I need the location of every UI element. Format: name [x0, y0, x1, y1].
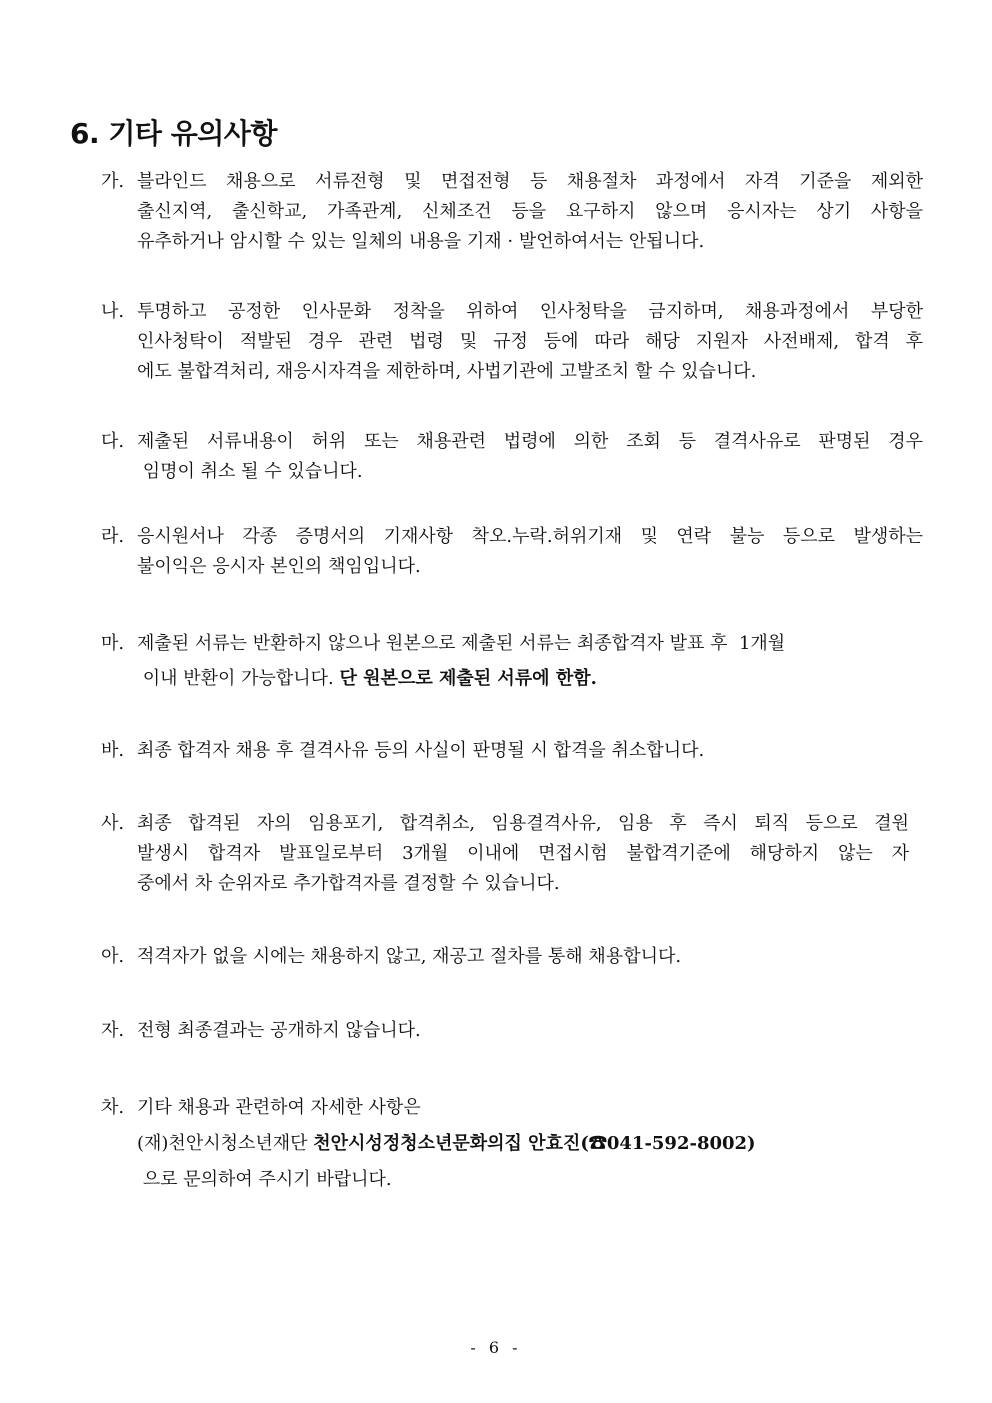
item-line: 인사청탁이 적발된 경우 관련 법령 및 규정 등에 따라 해당 지원자 사전배제, 합격 후	[137, 331, 923, 352]
item-line: 응시원서나 각종 증명서의 기재사항 착오.누락.허위기재 및 연락 불능 등으로 발생하는	[137, 526, 923, 547]
notice-item-ja	[101, 1016, 923, 1046]
page-title: 6. 기타 유의사항	[70, 117, 277, 150]
item-marker: 차.	[101, 1097, 125, 1118]
item-line: 제출된 서류내용이 허위 또는 채용관련 법령에 의한 조회 등 결격사유로 판명된 경우	[137, 431, 923, 452]
notice-item-a	[101, 942, 923, 972]
item-line: 으로 문의하여 주시기 바랍니다.	[137, 1169, 392, 1190]
item-line: 투명하고 공정한 인사문화 정착을 위하여 인사청탁을 금지하며, 채용과정에서 부당한	[137, 301, 923, 322]
item-line: 전형 최종결과는 공개하지 않습니다.	[137, 1020, 421, 1041]
notice-item-ba	[101, 736, 923, 766]
item-text	[137, 167, 923, 257]
item-line: 유추하거나 암시할 수 있는 일체의 내용을 기재 · 발언하여서는 안됩니다.	[137, 231, 705, 252]
item-line: 최종 합격된 자의 임용포기, 합격취소, 임용결격사유, 임용 후 즉시 퇴직 등으로 결원	[137, 813, 909, 834]
item-text	[137, 626, 923, 696]
item-line: 최종 합격자 채용 후 결격사유 등의 사실이 판명될 시 합격을 취소합니다.	[137, 740, 705, 761]
notice-item-ga	[101, 167, 923, 257]
item-text	[137, 1090, 923, 1198]
item-marker: 가.	[101, 171, 125, 192]
page-number: - 6 -	[470, 1338, 522, 1357]
item-text	[137, 736, 923, 766]
item-marker: 나.	[101, 301, 125, 322]
item-line: 에도 불합격처리, 재응시자격을 제한하며, 사법기관에 고발조치 할 수 있습니다.	[137, 361, 757, 382]
contact-line	[137, 1126, 923, 1162]
notice-item-sa	[101, 809, 923, 899]
item-line: 출신지역, 출신학교, 가족관계, 신체조건 등을 요구하지 않으며 응시자는 상기 사항을	[137, 201, 923, 222]
item-marker: 사.	[101, 813, 125, 834]
item-marker: 자.	[101, 1020, 125, 1041]
item-line-normal: 이내 반환이 가능합니다.	[137, 668, 340, 689]
notice-item-na	[101, 297, 923, 387]
item-line	[137, 661, 887, 696]
contact-person: 천안시성정청소년문화의집 안효진(☎041-592-8002)	[313, 1133, 756, 1154]
item-marker: 다.	[101, 431, 125, 452]
item-line: 블라인드 채용으로 서류전형 및 면접전형 등 채용절차 과정에서 자격 기준을 제외한	[137, 171, 923, 192]
item-line: 적격자가 없을 시에는 채용하지 않고, 재공고 절차를 통해 채용합니다.	[137, 946, 682, 967]
item-line: 기타 채용과 관련하여 자세한 사항은	[137, 1097, 421, 1118]
item-text	[137, 1016, 923, 1046]
item-line: 제출된 서류는 반환하지 않으나 원본으로 제출된 서류는 최종합격자 발표 후 1개월	[137, 633, 786, 654]
item-text	[137, 809, 923, 899]
item-text	[137, 942, 923, 972]
item-marker: 아.	[101, 946, 125, 967]
item-marker: 마.	[101, 633, 125, 654]
item-line: 발생시 합격자 발표일로부터 3개월 이내에 면접시험 불합격기준에 해당하지 않는 자	[137, 843, 909, 864]
contact-organization: (재)천안시청소년재단	[137, 1133, 314, 1154]
item-marker: 바.	[101, 740, 125, 761]
notice-item-cha	[101, 1090, 923, 1198]
item-line: 임명이 취소 될 수 있습니다.	[137, 461, 363, 482]
notice-item-da	[101, 427, 923, 487]
notice-item-ra	[101, 522, 923, 582]
item-line-emphasis: 단 원본으로 제출된 서류에 한함.	[339, 668, 597, 689]
notice-item-ma	[101, 626, 923, 696]
item-text	[137, 522, 923, 582]
item-line: 불이익은 응시자 본인의 책임입니다.	[137, 556, 421, 577]
item-marker: 라.	[101, 526, 125, 547]
item-line: 중에서 차 순위자로 추가합격자를 결정할 수 있습니다.	[137, 873, 560, 894]
item-text	[137, 427, 923, 487]
item-text	[137, 297, 923, 387]
